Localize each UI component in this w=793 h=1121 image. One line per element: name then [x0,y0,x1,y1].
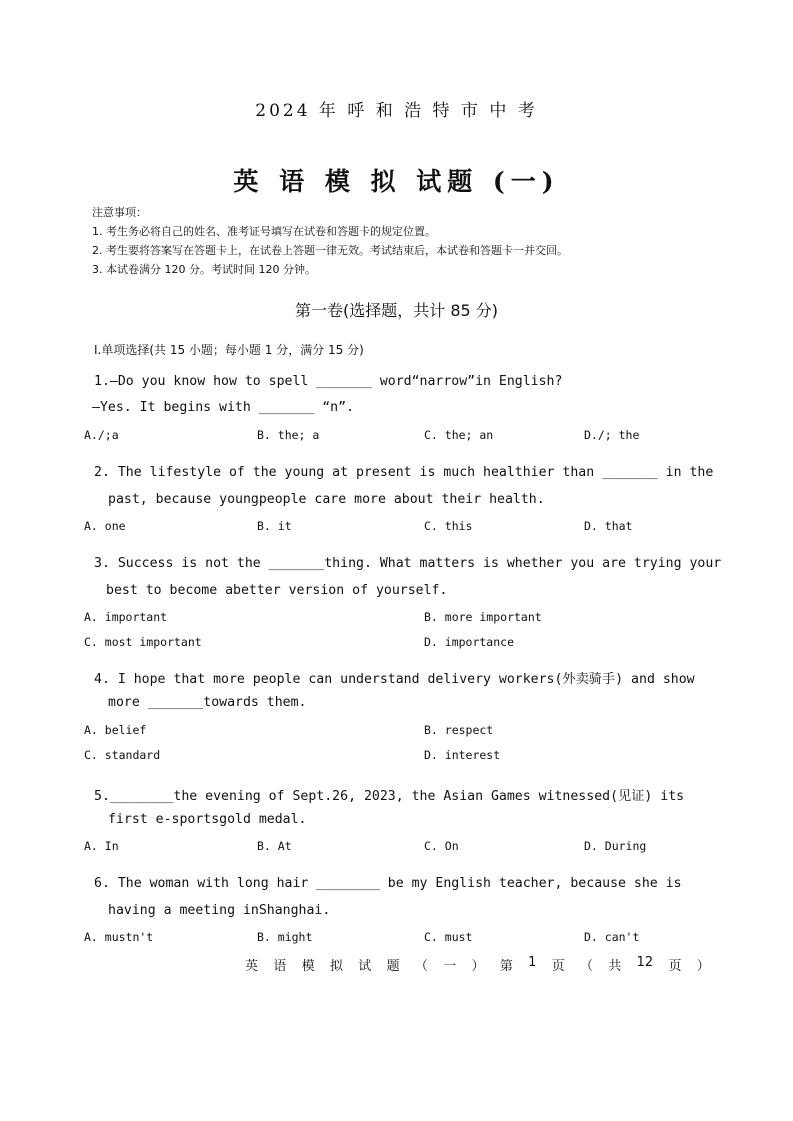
question-6-line-1: 6. The woman with long hair ________ be my English teacher, because she is [94,876,682,891]
notes-item: 2. 考生要将答案写在答题卡上，在试卷上答题一律无效。考试结束后，本试卷和答题卡一并交回。 [92,244,568,257]
footer-glyph: （ [414,959,428,974]
question-4-option-d: D. interest [424,748,501,762]
question-5-option-d: D. During [584,839,647,853]
footer-glyph: 拟 [329,959,343,974]
question-1-line-2: —Yes. It begins with _______ “n”. [92,400,355,415]
section-title: 第一卷(选择题，共计 85 分) [294,301,499,320]
question-3-line-2: best to become abetter version of yourself. [106,583,448,598]
question-5-option-c: C. On [424,839,459,853]
question-6-option-a: A. mustn't [84,930,154,944]
footer-page-number: 1 [528,955,537,970]
question-2-option-c: C. this [424,519,473,533]
footer-glyph: 第 [499,959,513,974]
footer-glyph: 页 [668,959,682,974]
footer-glyph: 页 [551,959,565,974]
question-1-line-1: 1.—Do you know how to spell _______ word“narrow”in English? [94,374,563,389]
footer-glyph: （ [580,959,594,974]
question-3-option-c: C. most important [84,635,202,649]
footer-glyph: 英 [245,959,259,974]
question-4-option-c: C. standard [84,748,161,762]
footer-glyph: 一 [443,959,457,974]
notes-item: 3. 本试卷满分 120 分。考试时间 120 分钟。 [92,263,316,276]
question-1-option-b: B. the; a [257,428,320,442]
footer-glyph: 语 [273,959,287,974]
footer-glyph: 模 [301,959,315,974]
question-5-line-1: 5.________the evening of Sept.26, 2023, the Asian Games witnessed(见证) its [94,789,685,804]
question-4-line-2: more _______towards them. [108,695,307,710]
footer-glyph: ） [696,959,710,974]
footer-glyph: 共 [608,959,622,974]
question-2-option-a: A. one [84,519,126,533]
page-footer [245,955,710,974]
question-3-option-b: B. more important [424,610,542,624]
question-6-option-b: B. might [257,930,313,944]
footer-total-pages: 12 [636,955,654,970]
question-2-option-b: B. it [257,519,292,533]
notes-item: 1. 考生务必将自己的姓名、准考证号填写在试卷和答题卡的规定位置。 [92,225,436,238]
paper-title: 英 语 模 拟 试题 (一) [233,167,560,196]
question-6-option-d: D. can't [584,930,640,944]
question-2-option-d: D. that [584,519,633,533]
question-2-line-1: 2. The lifestyle of the young at present is much healthier than _______ in the [94,465,714,480]
question-6-line-2: having a meeting inShanghai. [108,903,331,918]
notes-heading: 注意事项： [92,206,147,219]
exam-title: 2024 年 呼 和 浩 特 市 中 考 [255,101,538,121]
footer-glyph: 试 [358,959,372,974]
footer-glyph: 题 [386,959,400,974]
question-5-line-2: first e-sportsgold medal. [108,812,307,827]
question-2-line-2: past, because youngpeople care more about their health. [108,492,545,507]
question-3-option-a: A. important [84,610,168,624]
question-1-option-a: A./;a [84,428,119,442]
question-5-option-b: B. At [257,839,292,853]
part-title: Ⅰ.单项选择(共 15 小题；每小题 1 分，满分 15 分) [94,343,364,357]
question-3-option-d: D. importance [424,635,515,649]
question-4-option-a: A. belief [84,723,147,737]
question-1-option-d: D./; the [584,428,640,442]
question-4-option-b: B. respect [424,723,494,737]
question-5-option-a: A. In [84,839,119,853]
footer-glyph: ） [471,959,485,974]
exam-notes [92,203,568,279]
question-6-option-c: C. must [424,930,473,944]
question-1-option-c: C. the; an [424,428,494,442]
question-4-line-1: 4. I hope that more people can understand delivery workers(外卖骑手) and show [94,672,695,687]
question-3-line-1: 3. Success is not the _______thing. What matters is whether you are trying your [94,556,722,571]
